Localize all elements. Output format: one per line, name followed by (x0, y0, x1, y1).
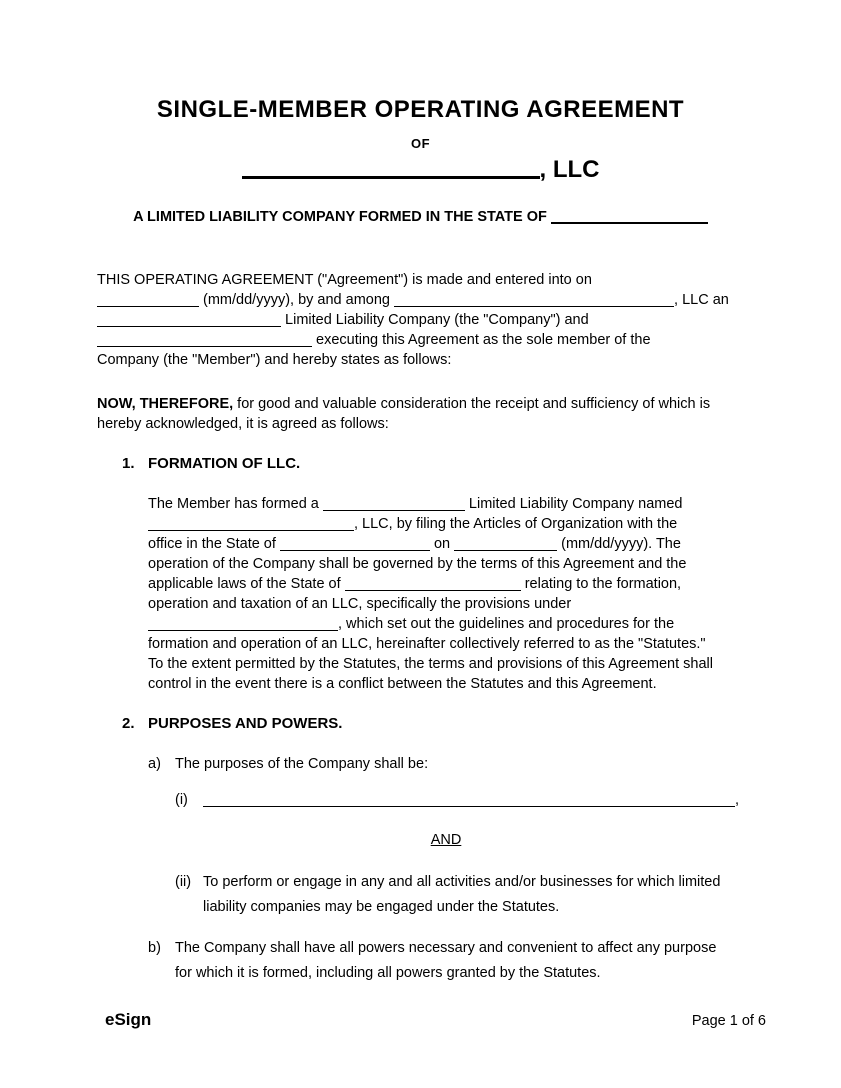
subtitle-text: A LIMITED LIABILITY COMPANY FORMED IN THE STATE OF (133, 209, 547, 225)
fill-in-blank[interactable] (97, 316, 281, 327)
sub-item-ii (175, 870, 744, 920)
text-segment: Company (the "Member") and hereby states as follows: (97, 352, 452, 368)
company-name-blank[interactable] (242, 158, 540, 179)
text-segment: To perform or engage in any and all activities and/or businesses for which limited (203, 874, 721, 890)
text-segment: office in the State of (148, 536, 280, 552)
sub-item-ii-label: (ii) (175, 874, 192, 890)
text-segment: hereby acknowledged, it is agreed as follows: (97, 416, 389, 432)
text-segment: executing this Agreement as the sole member of the (312, 332, 651, 348)
item-a-text: The purposes of the Company shall be: (175, 756, 429, 772)
text-line (148, 514, 744, 534)
fill-in-blank[interactable] (148, 620, 338, 631)
text-segment: relating to the formation, (520, 576, 682, 592)
section-1-body (148, 494, 744, 694)
text-line (97, 414, 744, 434)
text-segment: , LLC an (674, 292, 729, 308)
text-line (97, 290, 744, 310)
section-2-title: PURPOSES AND POWERS. (148, 715, 343, 732)
text-segment: operation of the Company shall be governed by the terms of this Agreement and the (148, 556, 687, 572)
text-segment: on (429, 536, 455, 552)
fill-in-blank[interactable] (454, 540, 557, 551)
section-2-heading (122, 714, 744, 734)
fill-in-blank[interactable] (394, 296, 674, 307)
text-line (175, 961, 716, 986)
item-b (148, 936, 744, 986)
text-line (175, 936, 716, 961)
text-line (203, 790, 739, 810)
intro-paragraph (97, 270, 744, 370)
company-name-line (97, 156, 744, 184)
company-name-suffix: , LLC (539, 156, 600, 183)
text-segment: control in the event there is a conflict between the Statutes and this Agreement. (148, 676, 657, 692)
item-a (148, 754, 744, 774)
item-b-text (175, 936, 716, 986)
text-segment: The Member has formed a (148, 496, 323, 512)
text-segment: (mm/dd/yyyy). The (557, 536, 681, 552)
sub-item-ii-text (203, 870, 720, 920)
text-line (148, 634, 744, 654)
section-2-number: 2. (122, 715, 135, 732)
and-separator: AND (430, 832, 462, 848)
text-segment: applicable laws of the State of (148, 576, 345, 592)
state-blank[interactable] (551, 210, 708, 224)
text-line (148, 614, 744, 634)
text-segment: for good and valuable consideration the receipt and sufficiency of which is (233, 396, 711, 412)
text-segment: liability companies may be engaged under the Statutes. (203, 899, 560, 915)
fill-in-blank[interactable] (323, 500, 465, 511)
text-line (148, 654, 744, 674)
text-line (97, 270, 744, 290)
text-line (148, 534, 744, 554)
section-1-heading (122, 454, 744, 474)
text-line (148, 574, 744, 594)
fill-in-blank[interactable] (203, 796, 735, 807)
text-line (203, 870, 720, 895)
text-segment: for which it is formed, including all powers granted by the Statutes. (175, 965, 601, 981)
fill-in-blank[interactable] (97, 336, 312, 347)
text-line (97, 330, 744, 350)
sub-item-i-label: (i) (175, 792, 188, 808)
text-line (148, 494, 744, 514)
text-segment: , which set out the guidelines and procedures for the (338, 616, 675, 632)
text-segment: (mm/dd/yyyy), by and among (199, 292, 395, 308)
document-title: SINGLE-MEMBER OPERATING AGREEMENT (156, 96, 685, 123)
fill-in-blank[interactable] (280, 540, 430, 551)
page-number: Page 1 of 6 (691, 1013, 766, 1029)
now-therefore-paragraph (97, 394, 744, 434)
text-line (148, 554, 744, 574)
text-line (203, 895, 720, 920)
text-line (97, 394, 744, 414)
text-segment: The Company shall have all powers necessary and convenient to affect any purpose (175, 940, 717, 956)
text-line (148, 674, 744, 694)
subtitle (97, 208, 744, 226)
section-1-number: 1. (122, 455, 135, 472)
item-b-label: b) (148, 940, 161, 956)
section-1-title: FORMATION OF LLC. (148, 455, 301, 472)
text-line (148, 594, 744, 614)
text-segment: , (735, 792, 740, 808)
sub-item-i (175, 790, 744, 810)
esign-brand: eSign (105, 1010, 152, 1029)
text-segment: , LLC, by filing the Articles of Organization with the (354, 516, 678, 532)
page-footer (0, 1010, 841, 1030)
text-line (97, 310, 744, 330)
text-segment: formation and operation of an LLC, hereinafter collectively referred to as the "Statutes." (148, 636, 706, 652)
text-segment: Limited Liability Company named (464, 496, 683, 512)
of-label: OF (410, 136, 431, 151)
fill-in-blank[interactable] (345, 580, 521, 591)
text-segment: To the extent permitted by the Statutes, the terms and provisions of this Agreement shall (148, 656, 713, 672)
text-segment: Limited Liability Company (the "Company") and (281, 312, 589, 328)
page-content (97, 0, 744, 986)
text-segment: THIS OPERATING AGREEMENT ("Agreement") is made and entered into on (97, 272, 592, 288)
text-segment: NOW, THEREFORE, (97, 396, 234, 412)
sub-item-i-line (203, 790, 739, 810)
text-line (97, 350, 744, 370)
text-segment: operation and taxation of an LLC, specifically the provisions under (148, 596, 572, 612)
item-a-label: a) (148, 756, 161, 772)
fill-in-blank[interactable] (97, 296, 199, 307)
fill-in-blank[interactable] (148, 520, 354, 531)
